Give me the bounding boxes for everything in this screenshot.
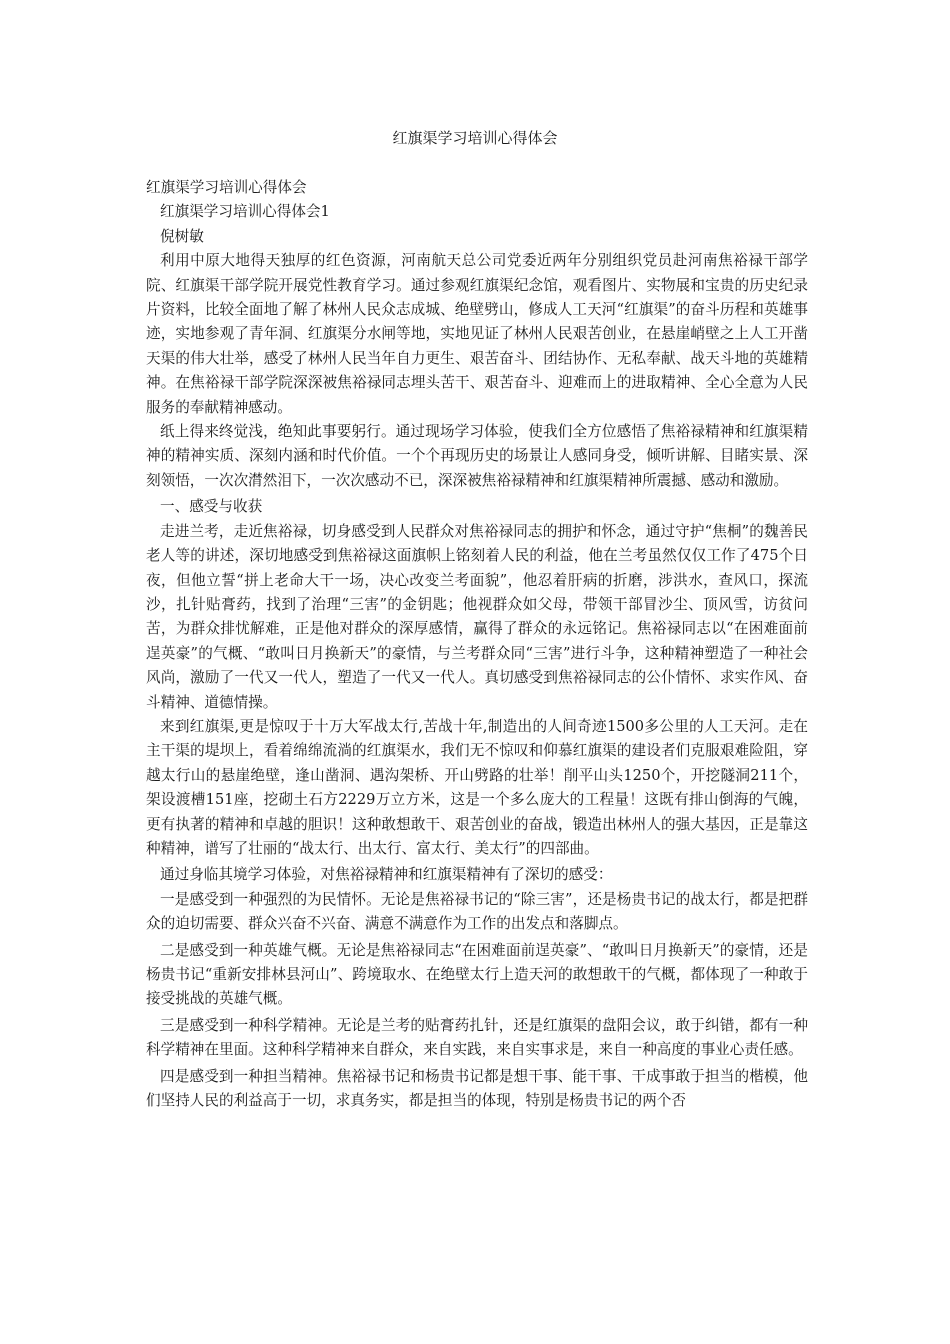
author-name: 倪树敏 — [160, 227, 204, 245]
paragraph-6: 一是感受到一种强烈的为民情怀。无论是焦裕禄书记的“除三害”，还是杨贵书记的战太行，都是把群众的迫切需要、群众兴奋不兴奋、满意不满意作为工作的出发点和落脚点。 — [146, 890, 808, 933]
paragraph-9: 四是感受到一种担当精神。焦裕禄书记和杨贵书记都是想干事、能干事、干成事敢于担当的楷模，他们坚持人民的利益高于一切，求真务实，都是担当的体现，特别是杨贵书记的两个否 — [146, 1067, 808, 1110]
document-body — [146, 176, 808, 1113]
paragraph-1: 利用中原大地得天独厚的红色资源，河南航天总公司党委近两年分别组织党员赴河南焦裕禄干部学院、红旗渠干部学院开展党性教育学习。通过参观红旗渠纪念馆，观看图片、实物展和宝贵的历史纪录片资料，比较全面地了解了林州人民众志成城、绝壁劈山，修成人工天河“红旗渠”的奋斗历程和英雄事迹，实地参观了青年洞、红旗渠分水闸等地，实地见证了林州人民艰苦创业，在悬崖峭壁之上人工开凿天渠的伟大壮举，感受了林州人民当年自力更生、艰苦奋斗、团结协作、无私奉献、战天斗地的英雄精神。在焦裕禄干部学院深深被焦裕禄同志埋头苦干、艰苦奋斗、迎难而上的进取精神、全心全意为人民服务的奉献精神感动。 — [146, 252, 808, 416]
document-subtitle: 红旗渠学习培训心得体会 — [146, 179, 307, 196]
section-heading: 一、感受与收获 — [160, 498, 263, 516]
paragraph-3: 走进兰考，走近焦裕禄，切身感受到人民群众对焦裕禄同志的拥护和怀念，通过守护“焦桐”的魏善民老人等的讲述，深切地感受到焦裕禄这面旗帜上铭刻着人民的利益，他在兰考虽然仅仅工作了475个日夜，但他立誓“拼上老命大干一场，决心改变兰考面貌”，他忍着肝病的折磨，涉洪水，查风口，探流沙，扎针贴膏药，找到了治理“三害”的金钥匙；他视群众如父母，带领干部冒沙尘、顶风雪，访贫问苦，为群众排忧解难，正是他对群众的深厚感情，赢得了群众的永远铭记。焦裕禄同志以“在困难面前逞英豪”的气概、“敢叫日月换新天”的豪情，与兰考群众同“三害”进行斗争，这种精神塑造了一种社会风尚，激励了一代又一代人，塑造了一代又一代人。真切感受到焦裕禄同志的公仆情怀、求实作风、奋斗精神、道德情操。 — [146, 522, 808, 711]
paragraph-4: 来到红旗渠,更是惊叹于十万大军战太行,苦战十年,制造出的人间奇迹1500多公里的人工天河。走在主干渠的堤坝上，看着绵绵流淌的红旗渠水，我们无不惊叹和仰慕红旗渠的建设者们克服艰难险阻，穿越太行山的悬崖绝壁，逢山凿洞、遇沟架桥、开山劈路的壮举！削平山头1250个，开挖隧洞211个，架设渡槽151座，挖砌土石方2229万立方米，这是一个多么庞大的工程量！这既有排山倒海的气魄，更有执著的精神和卓越的胆识！这种敢想敢干、艰苦创业的奋战，锻造出林州人的强大基因，正是靠这种精神，谱写了壮丽的“战太行、出太行、富太行、美太行”的四部曲。 — [146, 717, 808, 857]
document-title: 红旗渠学习培训心得体会 — [392, 129, 558, 147]
paragraph-8: 三是感受到一种科学精神。无论是兰考的贴膏药扎针，还是红旗渠的盘阳会议，敢于纠错，都有一种科学精神在里面。这种科学精神来自群众，来自实践，来自实事求是，来自一种高度的事业心责任感。 — [146, 1016, 808, 1059]
paragraph-5: 通过身临其境学习体验，对焦裕禄精神和红旗渠精神有了深切的感受： — [160, 866, 613, 884]
article-heading: 红旗渠学习培训心得体会1 — [160, 203, 330, 221]
paragraph-2: 纸上得来终觉浅，绝知此事要躬行。通过现场学习体验，使我们全方位感悟了焦裕禄精神和红旗渠精神的精神实质、深刻内涵和时代价值。一个个再现历史的场景让人感同身受，倾听讲解、目睹实景、深刻领悟，一次次潸然泪下，一次次感动不已，深深被焦裕禄精神和红旗渠精神所震撼、感动和激励。 — [146, 423, 808, 489]
paragraph-7: 二是感受到一种英雄气概。无论是焦裕禄同志“在困难面前逞英豪”、“敢叫日月换新天”的豪情，还是杨贵书记“重新安排林县河山”、跨境取水、在绝壁太行上造天河的敢想敢干的气概，都体现了一种敢于接受挑战的英雄气概。 — [146, 941, 808, 1008]
